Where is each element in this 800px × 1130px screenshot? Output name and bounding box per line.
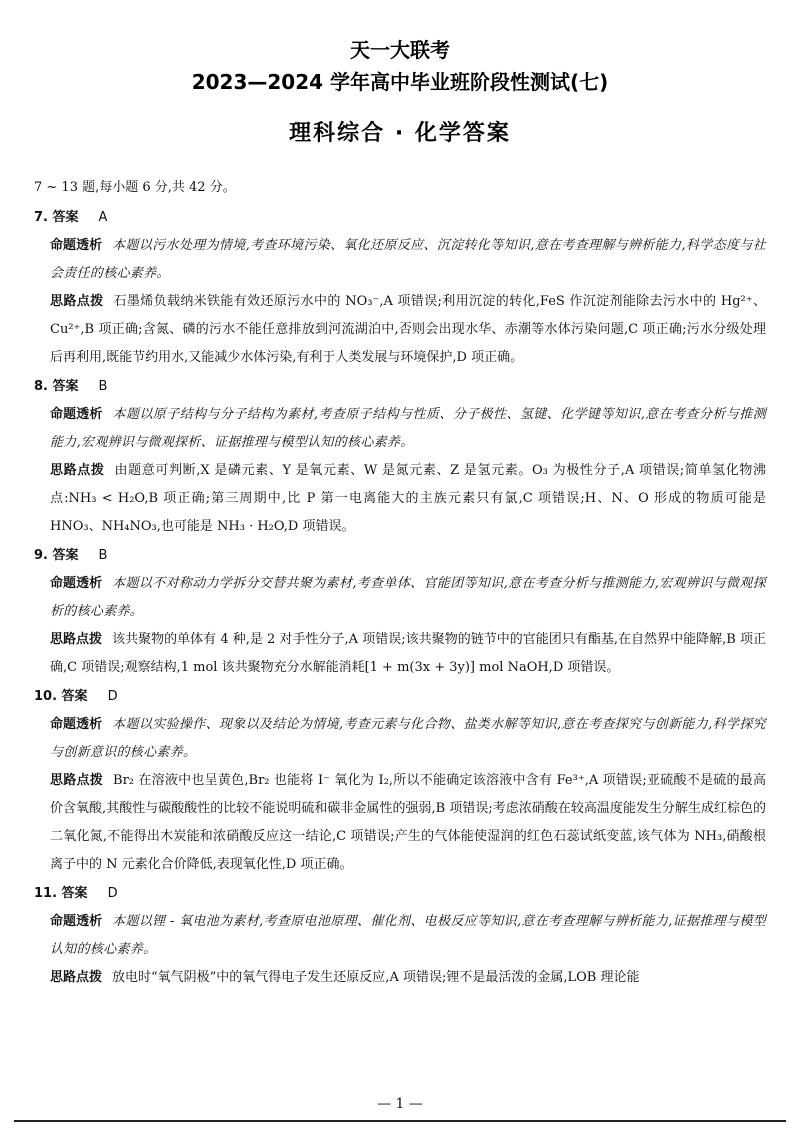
answer-choice: B (98, 379, 108, 394)
bottom-rule (14, 1120, 786, 1122)
toushi-text: 本题以污水处理为情境,考查环境污染、氧化还原反应、沉淀转化等知识,意在考查理解与辨析能力,科学态度与社会责任的核心素养。 (50, 238, 766, 281)
dianbo-text: Br₂ 在溶液中也呈黄色,Br₂ 也能将 I⁻ 氧化为 I₂,所以不能确定该溶液中含有 Fe³⁺,A 项错误;亚硫酸不是硫的最高价含氧酸,其酸性与碳酸酸性的比较不能说明硫和碳非金属性的强弱,B 项错误;考虑浓硝酸在较高温度能发生分解生成红棕色的二氧化氮,不能得出木炭能和浓硝酸反应这一结论,C 项错误;产生的气体能使湿润的红色石蕊试纸变蓝,该气体为 NH₃,硝酸根离子中的 N 元素化合价降低,表现氧化性,D 项正确。 (50, 773, 766, 872)
toushi-label: 命题透析 (50, 238, 103, 253)
toushi-paragraph (50, 711, 766, 767)
scoring-intro: 7 ~ 13 题,每小题 6 分,共 42 分。 (34, 180, 236, 195)
dianbo-paragraph (50, 964, 766, 992)
dianbo-text: 该共聚物的单体有 4 种,是 2 对手性分子,A 项错误;该共聚物的链节中的官能团只有酯基,在自然界中能降解,B 项正确,C 项错误;观察结构,1 mol 该共聚物充分水解能消耗[1 + m(3x + 3y)] mol NaOH,D 项错误。 (50, 632, 766, 675)
answer-choice: D (107, 886, 118, 901)
toushi-text: 本题以原子结构与分子结构为素材,考查原子结构与性质、分子极性、氢键、化学键等知识,意在考查分析与推测能力,宏观辨识与微观探析、证据推理与模型认知的核心素养。 (50, 407, 766, 450)
page-number: — 1 — (377, 1096, 423, 1112)
question-8 (34, 373, 766, 541)
dianbo-paragraph (50, 288, 766, 372)
toushi-text: 本题以实验操作、现象以及结论为情境,考查元素与化合物、盐类水解等知识,意在考查探究与创新能力,科学探究与创新意识的核心素养。 (50, 717, 766, 760)
answer-choice: D (107, 689, 118, 704)
dianbo-label: 思路点拨 (50, 294, 104, 309)
organizer-title: 天一大联考 (350, 38, 450, 62)
question-7 (34, 204, 766, 372)
question-number: 9. 答案 (34, 548, 79, 563)
question-number: 11. 答案 (34, 886, 88, 901)
answer-line (34, 683, 766, 711)
dianbo-text: 由题意可判断,X 是磷元素、Y 是氧元素、W 是氮元素、Z 是氢元素。O₃ 为极性分子,A 项错误;简单氢化物沸点:NH₃ < H₂O,B 项正确;第三周期中,比 P 第一电离能大的主族元素只有氯,C 项错误;H、N、O 形成的物质可能是 HNO₃、NH₄NO₃,也可能是 NH₃ · H₂O,D 项错误。 (50, 463, 766, 534)
exam-title: 2023—2024 学年高中毕业班阶段性测试(七) (191, 70, 609, 94)
question-number: 7. 答案 (34, 210, 79, 225)
answer-line (34, 373, 766, 401)
toushi-text: 本题以不对称动力学拆分交替共聚为素材,考查单体、官能团等知识,意在考查分析与推测能力,宏观辨识与微观探析的核心素养。 (50, 576, 766, 619)
subject-title: 理科综合 · 化学答案 (289, 121, 511, 146)
toushi-label: 命题透析 (50, 914, 103, 929)
dianbo-text: 放电时“氧气阴极”中的氧气得电子发生还原反应,A 项错误;锂不是最活泼的金属,LOB 理论能 (112, 970, 640, 985)
toushi-text: 本题以锂 - 氧电池为素材,考查原电池原理、催化剂、电极反应等知识,意在考查理解与辨析能力,证据推理与模型认知的核心素养。 (50, 914, 766, 957)
toushi-label: 命题透析 (50, 717, 103, 732)
dianbo-text: 石墨烯负载纳米铁能有效还原污水中的 NO₃⁻,A 项错误;利用沉淀的转化,FeS 作沉淀剂能除去污水中的 Hg²⁺、Cu²⁺,B 项正确;含氮、磷的污水不能任意排放到河流湖泊中,否则会出现水华、赤潮等水体污染问题,C 项正确;污水分级处理后再利用,既能节约用水,又能减少水体污染,有利于人类发展与环境保护,D 项正确。 (50, 294, 766, 365)
dianbo-paragraph (50, 457, 766, 541)
question-number: 10. 答案 (34, 689, 88, 704)
toushi-paragraph (50, 232, 766, 288)
dianbo-label: 思路点拨 (50, 970, 103, 985)
answer-choice: B (98, 548, 108, 563)
answer-line (34, 880, 766, 908)
dianbo-paragraph (50, 767, 766, 879)
dianbo-paragraph (50, 626, 766, 682)
toushi-paragraph (50, 401, 766, 457)
toushi-label: 命题透析 (50, 407, 103, 422)
question-9 (34, 542, 766, 682)
answer-content (34, 174, 766, 992)
answer-line (34, 542, 766, 570)
question-11 (34, 880, 766, 992)
toushi-paragraph (50, 570, 766, 626)
question-10 (34, 683, 766, 879)
answer-choice: A (98, 210, 108, 225)
dianbo-label: 思路点拨 (50, 773, 104, 788)
toushi-paragraph (50, 908, 766, 964)
dianbo-label: 思路点拨 (50, 632, 103, 647)
answer-line (34, 204, 766, 232)
question-number: 8. 答案 (34, 379, 79, 394)
toushi-label: 命题透析 (50, 576, 103, 591)
dianbo-label: 思路点拨 (50, 463, 105, 478)
